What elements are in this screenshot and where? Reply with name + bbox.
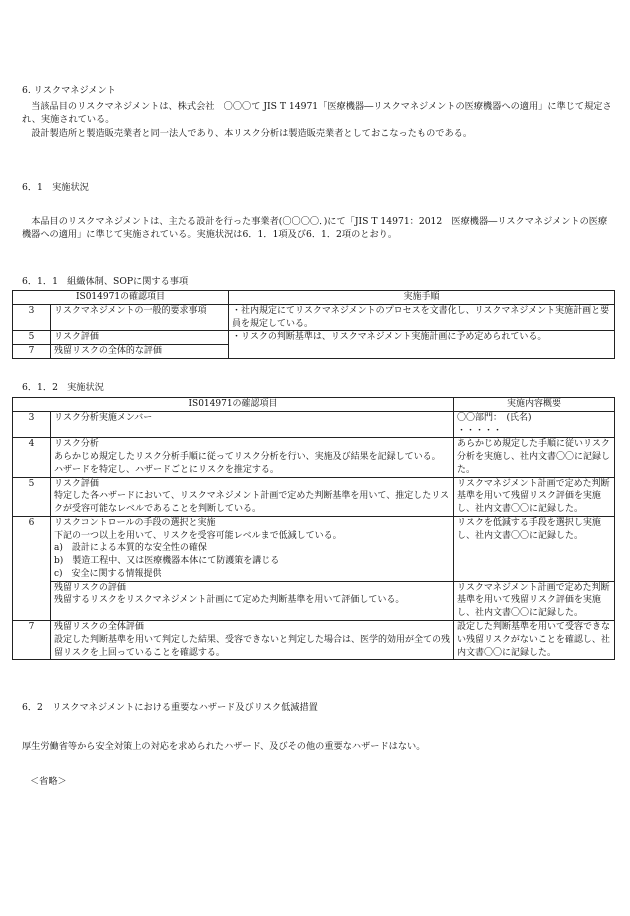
status-table-header — [13, 398, 615, 412]
status-r4-title: リスク分析 — [54, 439, 99, 450]
section-6-1-body — [22, 215, 612, 242]
status-r6-sub-item — [51, 581, 454, 620]
section-6-2-heading: 6．2 リスクマネジメントにおける重要なハザード及びリスク低減措置 — [22, 702, 318, 713]
table-row — [13, 516, 615, 581]
section-6-body — [22, 100, 612, 140]
status-r6-sub-body: 残留するリスクをリスクマネジメント計画にて定めた判断基準を用いて評価している。 — [54, 595, 405, 606]
status-r6-opt-c: c) 安全に関する情報提供 — [54, 568, 162, 579]
status-r4-summary: あらかじめ規定した手順に従いリスク分析を実施し、社内文書〇〇に記録した。 — [454, 438, 615, 477]
org-procedure2: ・リスクの判断基準は、リスクマネジメント実施計画に予め定められている。 — [229, 331, 615, 359]
status-r4-body1: あらかじめ規定したリスク分析手順に従ってリスク分析を行い、実施及び結果を記録している。 — [54, 452, 441, 463]
status-r5-summary: リスクマネジメント計画で定めた判断基準を用いて残留リスク評価を実施し、社内文書〇〇に記録した。 — [454, 477, 615, 516]
org-table-header — [13, 291, 615, 305]
status-r5-num: 5 — [13, 477, 51, 516]
table-row — [13, 621, 615, 660]
section-6-para1: 当該品目のリスクマネジメントは、株式会社 〇〇〇て JIS T 14971「医療機器―リスクマネジメントの医療機器への適用」に準じて規定され、実施されている。 — [22, 101, 612, 126]
section-6-1-heading: 6．1 実施状況 — [22, 182, 89, 193]
status-r3-item: リスク分析実施メンバー — [51, 411, 454, 438]
status-r5-title: リスク評価 — [54, 478, 99, 489]
status-r6-opt-a: a) 設計による本質的な安全性の確保 — [54, 543, 207, 554]
section-6-heading: 6. リスクマネジメント — [22, 85, 116, 96]
status-r3-summary-line2: ・・・・・ — [457, 425, 503, 436]
org-row2-item: リスク評価 — [51, 331, 229, 345]
status-r3-summary — [454, 411, 615, 438]
table-row — [13, 304, 615, 331]
status-r5-item — [51, 477, 454, 516]
status-r3-summary-line1: 〇〇部門： (氏名) — [457, 412, 532, 423]
status-r4-body2: ハザードを特定し、ハザードごとにリスクを推定する。 — [54, 464, 279, 475]
status-r7-summary: 設定した判断基準を用いて受容できない残留リスクがないことを確認し、社内文書〇〇に記録した。 — [454, 621, 615, 660]
section-6-2-para: 厚生労働省等から安全対策上の対応を求められたハザード、及びその他の重要なハザードはない。 — [22, 741, 426, 752]
status-r6-opt-b: b) 製造工程中、又は医療機器本体にて防護策を講じる — [54, 556, 280, 567]
status-r6-summary: リスクを低減する手段を選択し実施し、社内文書〇〇に記録した。 — [454, 516, 615, 581]
status-r7-body: 設定した判断基準を用いて判定した結果、受容できないと判定した場合は、医学的効用が全ての残留リスクを上回っていることを確認する。 — [54, 634, 451, 658]
status-r6-item — [51, 516, 454, 581]
status-r4-num: 4 — [13, 438, 51, 477]
status-r3-num: 3 — [13, 411, 51, 438]
org-row3-item: 残留リスクの全体的な評価 — [51, 345, 229, 359]
status-r6-body: 下記の一つ以上を用いて、リスクを受容可能レベルまで低減している。 — [54, 530, 342, 541]
status-r4-item — [51, 438, 454, 477]
status-table-wrapper — [12, 397, 615, 660]
status-r6-sub-summary: リスクマネジメント計画で定めた判断基準を用いて残留リスク評価を実施し、社内文書〇〇に記録した。 — [454, 581, 615, 620]
org-col1-header: IS014971の確認項目 — [13, 291, 229, 305]
status-r5-body: 特定した各ハザードにおいて、リスクマネジメント計画で定めた判断基準を用いて、推定したリスクが受容可能なレベルであることを判断している。 — [54, 491, 450, 515]
status-r6-title: リスクコントロールの手段の選択と実施 — [54, 517, 216, 528]
org-row1-num: 3 — [13, 304, 51, 331]
status-col1-header: IS014971の確認項目 — [13, 398, 454, 412]
status-r6-sub-title: 残留リスクの評価 — [54, 582, 126, 593]
status-col2-header: 実施内容概要 — [454, 398, 615, 412]
table-row — [13, 581, 615, 620]
org-table — [12, 290, 615, 359]
table-row — [13, 438, 615, 477]
org-row2-num: 5 — [13, 331, 51, 345]
status-r7-title: 残留リスクの全体評価 — [54, 622, 144, 633]
section-6-1-para: 本品目のリスクマネジメントは、主たる設計を行った事業者(〇〇〇〇．)にて「JIS T 14971：2012 医療機器―リスクマネジメントの医療機器への適用」に準じて実施されている。実施状況は6．1．1項及び6．1．2項のとおり。 — [22, 216, 608, 241]
status-r6-sub-num — [13, 581, 51, 620]
org-col2-header: 実施手順 — [229, 291, 615, 305]
table-row — [13, 331, 615, 345]
org-row3-num: 7 — [13, 345, 51, 359]
status-table — [12, 397, 615, 660]
status-r7-item — [51, 621, 454, 660]
section-6-1-2-heading: 6．1．2 実施状況 — [22, 382, 104, 393]
section-6-1-1-heading: 6．1．1 組織体制、SOPに関する事項 — [22, 276, 189, 287]
status-r6-num: 6 — [13, 516, 51, 581]
org-row1-item: リスクマネジメントの一般的要求事項 — [51, 304, 229, 331]
table-row — [13, 477, 615, 516]
org-procedure1: ・社内規定にてリスクマネジメントのプロセスを文書化し、リスクマネジメント実施計画と要員を規定している。 — [229, 304, 615, 331]
org-table-wrapper — [12, 290, 615, 359]
status-r7-num: 7 — [13, 621, 51, 660]
section-6-para2: 設計製造所と製造販売業者と同一法人であり、本リスク分析は製造販売業者としておこなったものである。 — [31, 127, 473, 139]
table-row — [13, 411, 615, 438]
omitted-note: ＜省略＞ — [30, 776, 67, 787]
